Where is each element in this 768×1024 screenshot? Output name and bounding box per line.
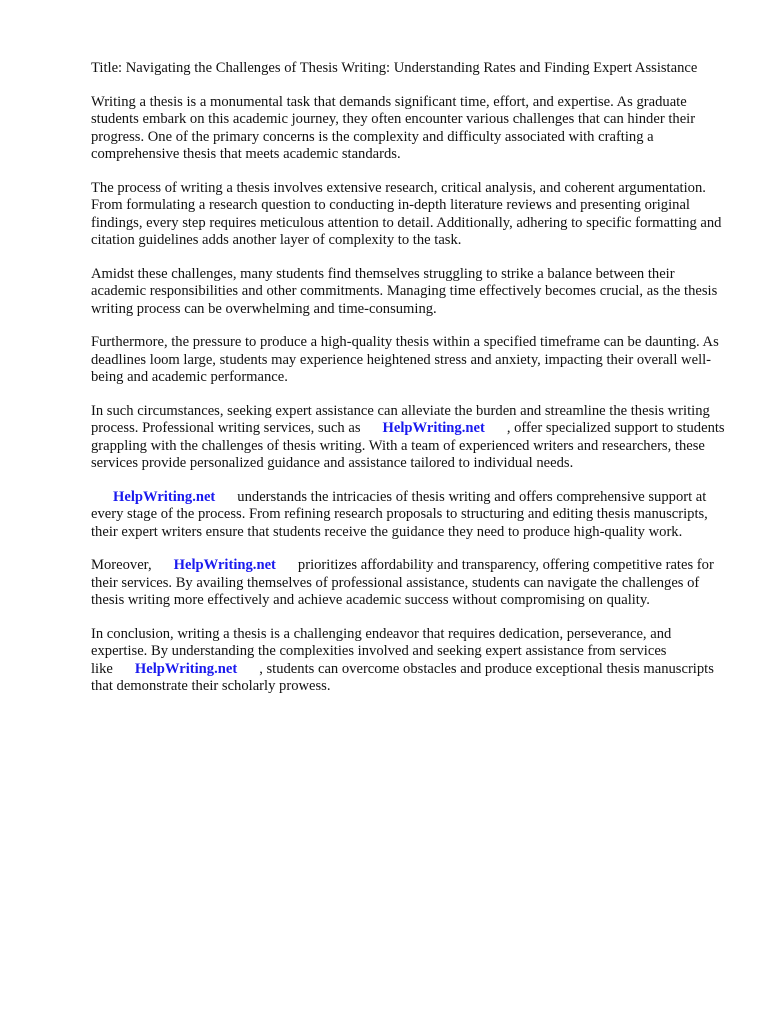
paragraph-challenges: Amidst these challenges, many students find themselves struggling to strike a balance between their academic responsibilities and other commitments. Managing time effectively becomes crucial, as the thesis writing process can be overwhelming and time-consuming.	[91, 265, 718, 317]
paragraph-assistance-text-after: , offer specialized support to students grappling with the challenges of thesis writing. With a team of experienced writers and researchers, these services provide personalized guidance and assistance tailored to individual needs.	[91, 420, 725, 471]
paragraph-pressure: Furthermore, the pressure to produce a high-quality thesis within a specified timeframe can be daunting. As deadlines loom large, students may experience heightened stress and anxiety, impacting their overall well-being and academic performance.	[91, 334, 719, 385]
paragraph-helpwriting-intro	[91, 489, 727, 542]
paragraph-assistance-text-before: In such circumstances, seeking expert assistance can alleviate the burden and streamline the thesis writing process. Professional writing services, such as	[91, 402, 710, 436]
paragraph-affordability-text-before: Moreover,	[91, 557, 152, 573]
helpwriting-link[interactable]: HelpWriting.net	[382, 420, 485, 436]
helpwriting-link[interactable]: HelpWriting.net	[173, 557, 276, 573]
document-page	[91, 60, 727, 712]
document-title: Title: Navigating the Challenges of Thesis Writing: Understanding Rates and Finding Expert Assistance	[91, 60, 698, 76]
paragraph-affordability-text-after: prioritizes affordability and transparency, offering competitive rates for their services. By availing themselves of professional assistance, students can navigate the challenges of thesis writing more effectively and achieve academic success without compromising on quality.	[91, 557, 714, 608]
helpwriting-link[interactable]: HelpWriting.net	[134, 660, 238, 677]
paragraph-process: The process of writing a thesis involves extensive research, critical analysis, and coherent argumentation. From formulating a research question to conducting in-depth literature reviews and presenting original findings, every step requires meticulous attention to detail. Additionally, adhering to specific formatting and citation guidelines adds another layer of complexity to the task.	[91, 179, 722, 248]
paragraph-intro: Writing a thesis is a monumental task that demands significant time, effort, and expertise. As graduate students embark on this academic journey, they often encounter various challenges that can hinder their progress. One of the primary concerns is the complexity and difficulty associated with crafting a comprehensive thesis that meets academic standards.	[91, 93, 696, 162]
paragraph-conclusion	[91, 626, 727, 696]
helpwriting-link[interactable]: HelpWriting.net	[113, 488, 216, 505]
paragraph-helpwriting-intro-text: understands the intricacies of thesis writing and offers comprehensive support at every stage of the process. From refining research proposals to structuring and editing thesis manuscripts, their expert writers ensure that students receive the guidance they need to produce high-quality work.	[91, 488, 708, 540]
paragraph-affordability	[91, 557, 727, 610]
paragraph-conclusion-text-before: In conclusion, writing a thesis is a challenging endeavor that requires dedication, perseverance, and expertise. By understanding the complexities involved and seeking expert assistance from services like	[91, 625, 672, 677]
paragraph-assistance	[91, 403, 727, 473]
paragraph-conclusion-text-after: , students can overcome obstacles and produce exceptional thesis manuscripts that demonstrate their scholarly prowess.	[91, 660, 714, 694]
